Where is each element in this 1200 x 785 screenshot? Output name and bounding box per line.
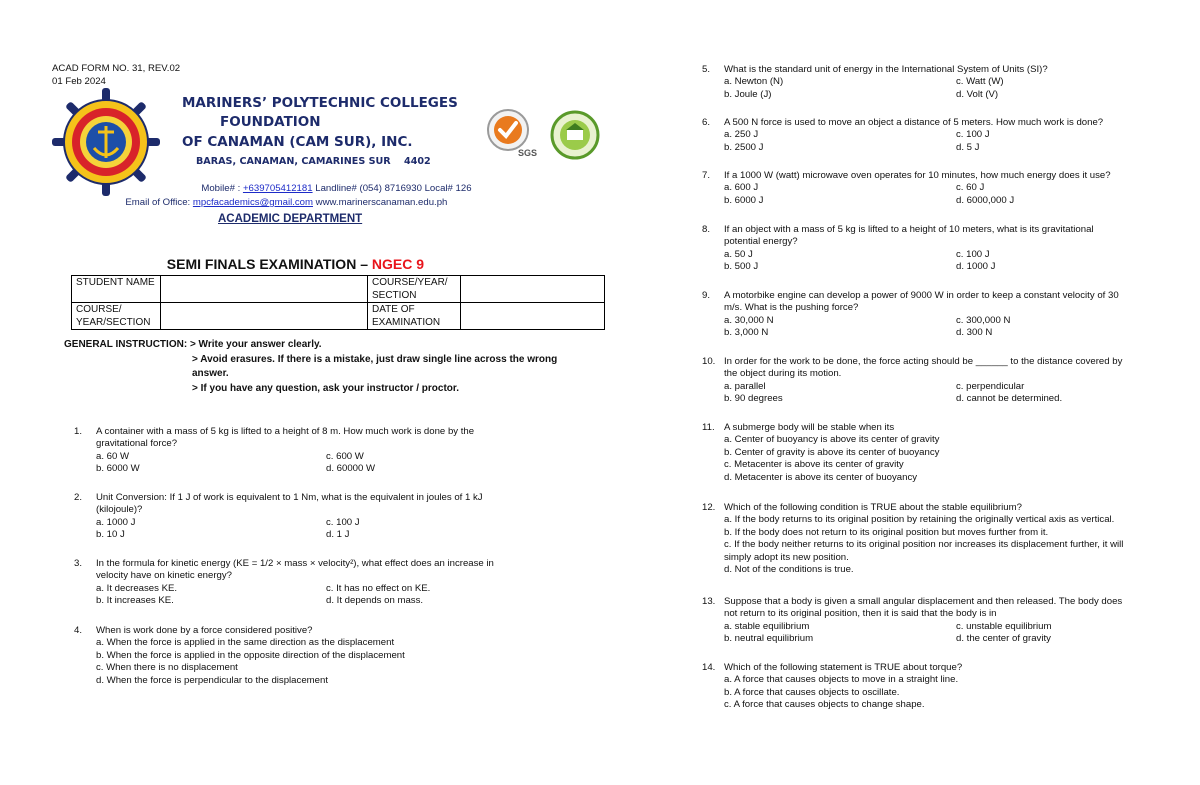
option-b[interactable]: b. 90 degrees	[724, 393, 783, 405]
question-12	[702, 502, 1134, 576]
question-number: 7.	[702, 170, 711, 181]
option-a[interactable]: a. stable equilibrium	[724, 620, 810, 632]
option-a[interactable]: a. 50 J	[724, 248, 753, 260]
option-a[interactable]: a. parallel	[724, 380, 766, 392]
question-number: 11.	[702, 422, 715, 433]
option-b[interactable]: b. It increases KE.	[96, 595, 174, 607]
option-d[interactable]: d. the center of gravity	[956, 633, 1051, 645]
question-9	[702, 290, 1124, 340]
instruction-2: > Avoid erasures. If there is a mistake, just draw single line across the wrong answer.	[192, 354, 558, 379]
option-b[interactable]: b. 500 J	[724, 261, 759, 273]
option-c[interactable]: c. 100 J	[956, 248, 990, 260]
question-number: 5.	[702, 64, 711, 75]
option-a[interactable]: a. Center of buoyancy is above its center of gravity	[724, 434, 940, 446]
option-c[interactable]: c. 60 J	[956, 182, 985, 194]
course-year-label: COURSE/ YEAR/SECTION	[72, 303, 161, 330]
email-link[interactable]: mpcfacademics@gmail.com	[192, 197, 313, 208]
option-b[interactable]: b. If the body does not return to its original position but moves further from it.	[724, 526, 1049, 538]
instructions-label: GENERAL INSTRUCTION:	[64, 339, 190, 350]
course-section-label: COURSE/YEAR/ SECTION	[368, 276, 461, 303]
student-info-table	[71, 275, 605, 330]
option-b[interactable]: b. 2500 J	[724, 141, 764, 153]
question-stem: What is the standard unit of energy in the International System of Units (SI)?	[724, 64, 1048, 75]
school-email-line	[120, 186, 447, 208]
instruction-3: > If you have any question, ask your instructor / proctor.	[192, 383, 460, 394]
option-a[interactable]: a. Newton (N)	[724, 76, 784, 88]
option-a[interactable]: a. 30,000 N	[724, 314, 774, 326]
option-c[interactable]: c. 100 J	[956, 129, 990, 141]
question-number: 12.	[702, 502, 716, 513]
question-stem: Unit Conversion: If 1 J of work is equivalent to 1 Nm, what is the equivalent in joules of 1 kJ (kilojoule)?	[96, 492, 483, 516]
school-name-line1: MARINERS’ POLYTECHNIC COLLEGES	[182, 95, 458, 111]
question-5	[702, 64, 1124, 101]
question-stem: A motorbike engine can develop a power of 9000 W in order to keep a constant velocity of 30 m/s. What is the pushing force?	[724, 290, 1119, 314]
option-c[interactable]: c. 300,000 N	[956, 314, 1011, 326]
question-stem: A submerge body will be stable when its	[724, 422, 895, 433]
option-b[interactable]: b. When the force is applied in the opposite direction of the displacement	[96, 649, 405, 661]
question-stem: A container with a mass of 5 kg is lifted to a height of 8 m. How much work is done by the gravitational force?	[96, 426, 475, 450]
instruction-1: > Write your answer clearly.	[189, 339, 322, 350]
option-c[interactable]: c. 600 W	[326, 450, 364, 462]
exam-title-text: SEMI FINALS EXAMINATION –	[166, 256, 372, 272]
question-3	[74, 558, 496, 608]
question-7	[702, 170, 1124, 207]
question-8	[702, 224, 1104, 274]
question-stem: In order for the work to be done, the force acting should be ______ to the distance covered by the object during its motion.	[724, 356, 1123, 380]
website-text: www.marinerscanaman.edu.ph	[313, 197, 448, 208]
course-section-field[interactable]	[461, 276, 605, 303]
question-1	[74, 426, 486, 476]
option-d[interactable]: d. When the force is perpendicular to the displacement	[96, 674, 328, 686]
school-logo	[52, 88, 160, 196]
question-number: 1.	[74, 426, 83, 437]
landline-text: Landline# (054) 8716930 Local# 126	[312, 183, 472, 194]
option-b[interactable]: b. Center of gravity is above its center of buoyancy	[724, 446, 940, 458]
email-label: Email of Office:	[125, 197, 193, 208]
question-number: 2.	[74, 492, 83, 503]
mobile-link[interactable]: +639705412181	[242, 183, 313, 194]
instructions-line1	[64, 338, 322, 352]
option-a[interactable]: a. 1000 J	[96, 516, 136, 528]
option-d[interactable]: d. cannot be determined.	[956, 393, 1063, 405]
form-code: ACAD FORM NO. 31, REV.02	[52, 63, 181, 74]
option-a[interactable]: a. 600 J	[724, 182, 759, 194]
option-a[interactable]: a. When the force is applied in the same direction as the displacement	[96, 637, 395, 649]
exam-code: NGEC 9	[371, 256, 424, 272]
question-13	[702, 596, 1124, 646]
mobile-label: Mobile# :	[201, 183, 243, 194]
iso-certified-icon	[484, 108, 540, 158]
question-number: 4.	[74, 625, 83, 636]
option-b[interactable]: b. 6000 J	[724, 194, 764, 206]
question-2	[74, 492, 496, 542]
student-name-field[interactable]	[161, 276, 368, 303]
student-name-label: STUDENT NAME	[72, 276, 161, 303]
question-number: 8.	[702, 224, 711, 235]
option-c[interactable]: c. Watt (W)	[956, 76, 1004, 88]
option-b[interactable]: b. Joule (J)	[724, 88, 772, 100]
question-stem: Which of the following condition is TRUE about the stable equilibrium?	[724, 502, 1022, 513]
option-b[interactable]: b. neutral equilibrium	[724, 633, 814, 645]
option-d[interactable]: d. It depends on mass.	[326, 595, 424, 607]
option-d[interactable]: d. 1 J	[326, 529, 350, 541]
option-d[interactable]: d. Volt (V)	[956, 88, 999, 100]
option-b[interactable]: b. 3,000 N	[724, 327, 769, 339]
option-c[interactable]: c. When there is no displacement	[96, 662, 238, 674]
option-b[interactable]: b. 6000 W	[96, 463, 140, 475]
paascu-seal-icon	[548, 110, 602, 160]
option-b[interactable]: b. A force that causes objects to oscillate.	[724, 686, 900, 698]
option-a[interactable]: a. 60 W	[96, 450, 130, 462]
option-d[interactable]: d. 5 J	[956, 141, 980, 153]
question-number: 6.	[702, 117, 711, 128]
school-name-line3: OF CANAMAN (CAM SUR), INC.	[182, 134, 413, 150]
question-number: 9.	[702, 290, 711, 301]
question-10	[702, 356, 1124, 406]
question-stem: If an object with a mass of 5 kg is lifted to a height of 10 meters, what is its gravitational potential energy?	[724, 224, 1094, 248]
question-6	[702, 117, 1124, 154]
option-a[interactable]: a. 250 J	[724, 129, 759, 141]
exam-date-field[interactable]	[461, 303, 605, 330]
option-a[interactable]: a. It decreases KE.	[96, 582, 178, 594]
course-year-field[interactable]	[161, 303, 368, 330]
question-stem: Which of the following statement is TRUE about torque?	[724, 662, 963, 673]
department-title: ACADEMIC DEPARTMENT	[218, 213, 363, 225]
sgs-label: SGS	[518, 148, 538, 158]
option-a[interactable]: a. A force that causes objects to move in a straight line.	[724, 674, 959, 686]
school-address: BARAS, CANAMAN, CAMARINES SUR 4402	[196, 156, 431, 167]
question-11	[702, 422, 1124, 484]
question-4	[74, 625, 496, 687]
option-d[interactable]: d. Not of the conditions is true.	[724, 564, 854, 576]
option-c[interactable]: c. 100 J	[326, 516, 360, 528]
option-c[interactable]: c. It has no effect on KE.	[326, 582, 431, 594]
option-d[interactable]: d. 300 N	[956, 327, 993, 339]
question-number: 13.	[702, 596, 716, 607]
option-c[interactable]: c. perpendicular	[956, 380, 1025, 392]
option-b[interactable]: b. 10 J	[96, 529, 125, 541]
form-date: 01 Feb 2024	[52, 76, 106, 87]
option-d[interactable]: d. 6000,000 J	[956, 194, 1015, 206]
question-number: 3.	[74, 558, 83, 569]
question-stem: If a 1000 W (watt) microwave oven operates for 10 minutes, how much energy does it use?	[724, 170, 1111, 181]
question-stem: Suppose that a body is given a small angular displacement and then released. The body does not return to its original position, then it is said that the body is in	[724, 596, 1123, 620]
option-c[interactable]: c. A force that causes objects to change shape.	[724, 699, 925, 711]
question-number: 14.	[702, 662, 716, 673]
exam-date-label: DATE OF EXAMINATION	[368, 303, 461, 330]
school-name-line2: FOUNDATION	[220, 114, 321, 130]
question-number: 10.	[702, 356, 716, 367]
question-stem: In the formula for kinetic energy (KE = 1/2 × mass × velocity²), what effect does an increase in velocity have on kinetic energy?	[96, 558, 494, 582]
option-d[interactable]: d. 60000 W	[326, 463, 376, 475]
question-stem: When is work done by a force considered positive?	[96, 625, 313, 636]
option-a[interactable]: a. If the body returns to its original position by retaining the originally vertical axis as vertical.	[724, 514, 1115, 526]
option-d[interactable]: d. 1000 J	[956, 261, 996, 273]
option-c[interactable]: c. Metacenter is above its center of gravity	[724, 459, 904, 471]
exam-title	[159, 240, 424, 272]
option-c[interactable]: c. unstable equilibrium	[956, 620, 1052, 632]
option-d[interactable]: d. Metacenter is above its center of buoyancy	[724, 471, 918, 483]
option-c[interactable]: c. If the body neither returns to its original position nor increases its displacement further, it will simply adopt its new position.	[724, 539, 1124, 563]
question-stem: A 500 N force is used to move an object a distance of 5 meters. How much work is done?	[724, 117, 1104, 128]
question-14	[702, 662, 1124, 712]
